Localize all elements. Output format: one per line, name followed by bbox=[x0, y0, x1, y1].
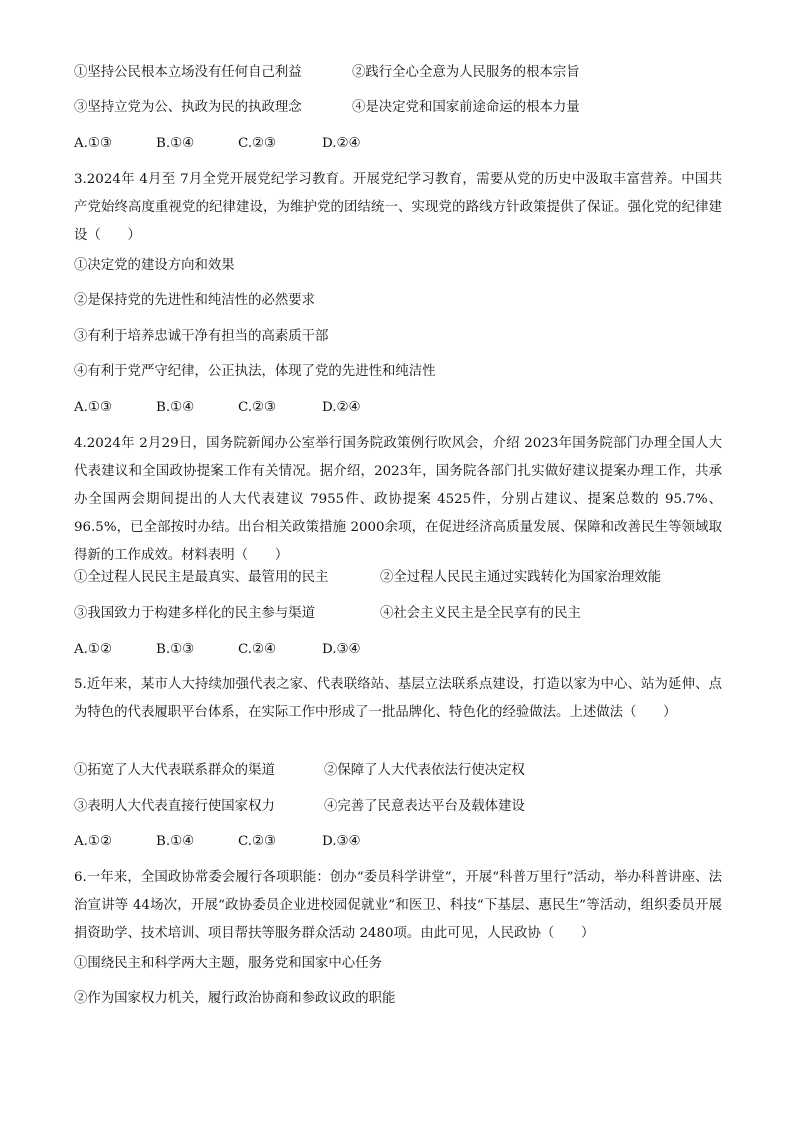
q4-choice-a: A.①② bbox=[74, 642, 112, 657]
q3-answer-choices bbox=[74, 398, 361, 418]
q5-options-row-2 bbox=[74, 797, 525, 817]
q3-option-4: ④有利于党严守纪律，公正执法，体现了党的先进性和纯洁性 bbox=[74, 364, 436, 379]
q6-stem: 6.一年来，全国政协常委会履行各项职能：创办“委员科学讲堂”，开展“科普万里行”活动，举办科普讲座、法治宣讲等 44场次，开展“政协委员企业进校园促就业”和医卫、科技“下基层、惠民生”等活动，组织委员开展捐资助学、技术培训、项目帮扶等服务群众活动 2480项。由此可见，人民政协（ ） bbox=[74, 870, 722, 941]
q5-option-1: ①拓宽了人大代表联系群众的渠道 bbox=[74, 763, 275, 778]
q2-option-3: ③坚持立党为公、执政为民的执政理念 bbox=[74, 100, 302, 115]
q3-option-1: ①决定党的建设方向和效果 bbox=[74, 258, 235, 273]
q5-choice-a: A.①② bbox=[74, 834, 112, 849]
q3-choice-b: B.①④ bbox=[156, 400, 195, 415]
q2-option-2: ②践行全心全意为人民服务的根本宗旨 bbox=[352, 65, 580, 80]
q4-choice-d: D.③④ bbox=[322, 642, 361, 657]
q3-option-2: ②是保持党的先进性和纯洁性的必然要求 bbox=[74, 293, 316, 308]
q2-choice-b: B.①④ bbox=[156, 136, 195, 151]
q3-choice-c: C.②③ bbox=[238, 400, 277, 415]
q2-options-row-1 bbox=[74, 63, 580, 83]
q4-option-1: ①全过程人民民主是最真实、最管用的民主 bbox=[74, 570, 329, 585]
q3-choice-a: A.①③ bbox=[74, 400, 112, 415]
q3-option-3: ③有利于培养忠诚干净有担当的高素质干部 bbox=[74, 329, 329, 344]
q4-option-3: ③我国致力于构建多样化的民主参与渠道 bbox=[74, 606, 316, 621]
q4-answer-choices bbox=[74, 640, 361, 660]
q5-option-4: ④完善了民意表达平台及载体建设 bbox=[324, 799, 525, 814]
q4-options-row-1 bbox=[74, 568, 661, 588]
q4-options-row-2 bbox=[74, 604, 581, 624]
q2-answer-choices bbox=[74, 134, 361, 154]
q4-option-2: ②全过程人民民主通过实践转化为国家治理效能 bbox=[380, 570, 662, 585]
q5-option-2: ②保障了人大代表依法行使决定权 bbox=[324, 763, 525, 778]
q2-option-1: ①坚持公民根本立场没有任何自己利益 bbox=[74, 65, 302, 80]
q4-choice-c: C.②④ bbox=[238, 642, 277, 657]
q2-choice-c: C.②③ bbox=[238, 136, 277, 151]
q2-choice-a: A.①③ bbox=[74, 136, 112, 151]
q3-stem: 3.2024年 4月至 7月全党开展党纪学习教育。开展党纪学习教育，需要从党的历史中汲取丰富营养。中国共产党始终高度重视党的纪律建设，为维护党的团结统一、实现党的路线方针政策提供了保证。强化党的纪律建设（ ） bbox=[74, 172, 722, 243]
q6-option-1: ①围绕民主和科学两大主题，服务党和国家中心任务 bbox=[74, 956, 382, 971]
q5-options-row-1 bbox=[74, 761, 525, 781]
q5-option-3: ③表明人大代表直接行使国家权力 bbox=[74, 799, 275, 814]
q5-choice-d: D.③④ bbox=[322, 834, 361, 849]
q3-choice-d: D.②④ bbox=[322, 400, 361, 415]
q4-stem: 4.2024年 2月29日，国务院新闻办公室举行国务院政策例行吹风会，介绍 2023年国务院部门办理全国人大代表建议和全国政协提案工作有关情况。据介绍，2023年，国务院各部门扎实做好建议提案办理工作，共承办全国两会期间提出的人大代表建议 7955件、政协提案 4525件，分别占建议、提案总数的 95.7%、96.5%，已全部按时办结。出台相关政策措施 2000余项，在促进经济高质量发展、保障和改善民生等领域取得新的工作成效。材料表明（ ） bbox=[74, 436, 722, 563]
q2-option-4: ④是决定党和国家前途命运的根本力量 bbox=[352, 100, 580, 115]
q6-option-2: ②作为国家权力机关，履行政治协商和参政议政的职能 bbox=[74, 991, 396, 1006]
q5-answer-choices bbox=[74, 832, 361, 852]
q4-choice-b: B.①③ bbox=[156, 642, 195, 657]
q5-stem: 5.近年来，某市人大持续加强代表之家、代表联络站、基层立法联系点建设，打造以家为中心、站为延伸、点为特色的代表履职平台体系，在实际工作中形成了一批品牌化、特色化的经验做法。上述做法（ ） bbox=[74, 677, 722, 720]
q2-options-row-2 bbox=[74, 98, 580, 118]
q2-choice-d: D.②④ bbox=[322, 136, 361, 151]
q4-option-4: ④社会主义民主是全民享有的民主 bbox=[380, 606, 581, 621]
q5-choice-b: B.①④ bbox=[156, 834, 195, 849]
q5-choice-c: C.②③ bbox=[238, 834, 277, 849]
